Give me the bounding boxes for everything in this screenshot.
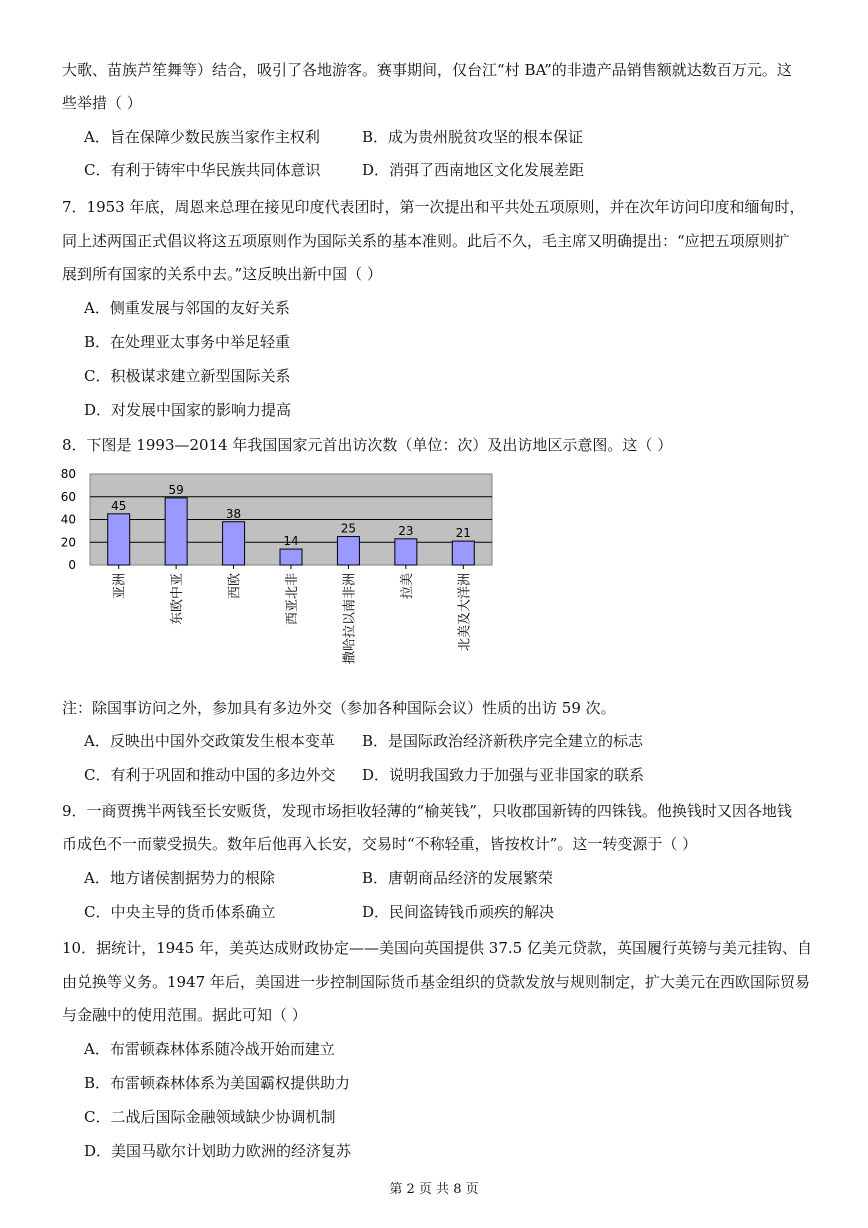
chart-bar bbox=[165, 498, 187, 565]
bar-chart bbox=[40, 462, 540, 694]
q10-option-a: A．布雷顿森林体系随冷战开始而建立 bbox=[84, 1040, 335, 1058]
q9-option-b: B．唐朝商品经济的发展繁荣 bbox=[362, 869, 554, 887]
chart-y-tick-label: 0 bbox=[68, 558, 76, 572]
q6-stem-line-2: 些举措（ ） bbox=[62, 94, 142, 112]
q7-stem-line-1: 7．1953 年底，周恩来总理在接见印度代表团时，第一次提出和平共处五项原则，并在次年访问印度和缅甸时， bbox=[62, 198, 805, 216]
q7-option-c: C．积极谋求建立新型国际关系 bbox=[84, 367, 291, 385]
chart-data-label: 25 bbox=[340, 521, 357, 536]
chart-category-label: 东欧中亚 bbox=[170, 573, 186, 626]
chart-bar bbox=[223, 522, 245, 565]
chart-category-label: 亚洲 bbox=[112, 573, 128, 600]
q9-option-a: A．地方诸侯割据势力的根除 bbox=[84, 869, 275, 887]
q8-note: 注：除国事访问之外，参加具有多边外交（参加各种国际会议）性质的出访 59 次。 bbox=[62, 699, 616, 717]
chart-y-tick-label: 60 bbox=[60, 489, 76, 504]
chart-data-label: 21 bbox=[455, 526, 471, 541]
chart-data-label: 14 bbox=[283, 534, 299, 549]
chart-category-label: 西欧 bbox=[227, 573, 243, 600]
chart-bar bbox=[395, 539, 417, 565]
q9-option-d: D．民间盗铸钱币顽疾的解决 bbox=[362, 903, 555, 921]
chart-bar bbox=[337, 537, 359, 565]
chart-y-tick-label: 20 bbox=[60, 535, 76, 550]
chart-y-tick-label: 80 bbox=[60, 467, 76, 481]
q10-stem-line-2: 由兑换等义务。1947 年后，美国进一步控制国际货币基金组织的贷款发放与规则制定，扩大美元在西欧国际贸易 bbox=[62, 973, 810, 991]
chart-category-label: 撒哈拉以南非洲 bbox=[342, 573, 358, 665]
q9-stem-line-2: 币成色不一而蒙受损失。数年后他再入长安，交易时“不称轻重，皆按枚计”。这一转变源于（ ） bbox=[62, 835, 698, 853]
q10-option-c: C．二战后国际金融领域缺少协调机制 bbox=[84, 1108, 336, 1126]
chart-data-label: 59 bbox=[168, 482, 184, 497]
q7-option-b: B．在处理亚太事务中举足轻重 bbox=[84, 333, 291, 351]
chart-bar bbox=[280, 549, 302, 565]
q6-stem-line-1: 大歌、苗族芦笙舞等）结合，吸引了各地游客。赛事期间，仅台江“村 BA”的非遗产品销售额就达数百万元。这 bbox=[62, 61, 792, 79]
chart-bar bbox=[452, 541, 474, 565]
q7-option-d: D．对发展中国家的影响力提高 bbox=[84, 401, 292, 419]
q8-option-c: C．有利于巩固和推动中国的多边外交 bbox=[84, 766, 336, 784]
chart-category-label: 北美及大洋洲 bbox=[457, 573, 473, 652]
q10-stem-line-1: 10．据统计，1945 年，美英达成财政协定——美国向英国提供 37.5 亿美元贷款，英国履行英镑与美元挂钩、自 bbox=[62, 939, 812, 957]
q10-option-b: B．布雷顿森林体系为美国霸权提供助力 bbox=[84, 1074, 351, 1092]
q7-option-a: A．侧重发展与邻国的友好关系 bbox=[84, 299, 290, 317]
q10-stem-line-3: 与金融中的使用范围。据此可知（ ） bbox=[62, 1006, 307, 1024]
chart-data-label: 45 bbox=[111, 498, 127, 513]
q7-stem-line-3: 展到所有国家的关系中去。”这反映出新中国（ ） bbox=[62, 265, 382, 283]
chart-data-label: 38 bbox=[225, 506, 242, 521]
chart-data-label: 23 bbox=[398, 523, 414, 538]
q9-option-c: C．中央主导的货币体系确立 bbox=[84, 903, 276, 921]
q10-option-d: D．美国马歇尔计划助力欧洲的经济复苏 bbox=[84, 1142, 352, 1160]
chart-category-label: 西亚北非 bbox=[285, 573, 300, 626]
q9-stem-line-1: 9．一商贾携半两钱至长安贩货，发现市场拒收轻薄的“榆荚钱”，只收郡国新铸的四铢钱。他换钱时又因各地钱 bbox=[62, 802, 792, 820]
q6-option-c: C．有利于铸牢中华民族共同体意识 bbox=[84, 161, 321, 179]
q7-stem-line-2: 同上述两国正式倡议将这五项原则作为国际关系的基本准则。此后不久，毛主席又明确提出：“应把五项原则扩 bbox=[62, 232, 790, 250]
chart-bar bbox=[108, 514, 130, 565]
q6-option-d: D．消弭了西南地区文化发展差距 bbox=[362, 161, 585, 179]
q6-option-a: A．旨在保障少数民族当家作主权利 bbox=[84, 128, 320, 146]
q8-option-b: B．是国际政治经济新秩序完全建立的标志 bbox=[362, 732, 644, 750]
q8-option-a: A．反映出中国外交政策发生根本变革 bbox=[84, 732, 335, 750]
q8-option-d: D．说明我国致力于加强与亚非国家的联系 bbox=[362, 766, 645, 784]
chart-category-label: 拉美 bbox=[399, 573, 415, 600]
q8-stem-line-1: 8．下图是 1993—2014 年我国国家元首出访次数（单位：次）及出访地区示意图。这（ ） bbox=[62, 436, 673, 454]
q6-option-b: B．成为贵州脱贫攻坚的根本保证 bbox=[362, 128, 584, 146]
chart-y-tick-label: 40 bbox=[60, 512, 76, 527]
page-number: 第 2 页 共 8 页 bbox=[389, 1182, 479, 1197]
